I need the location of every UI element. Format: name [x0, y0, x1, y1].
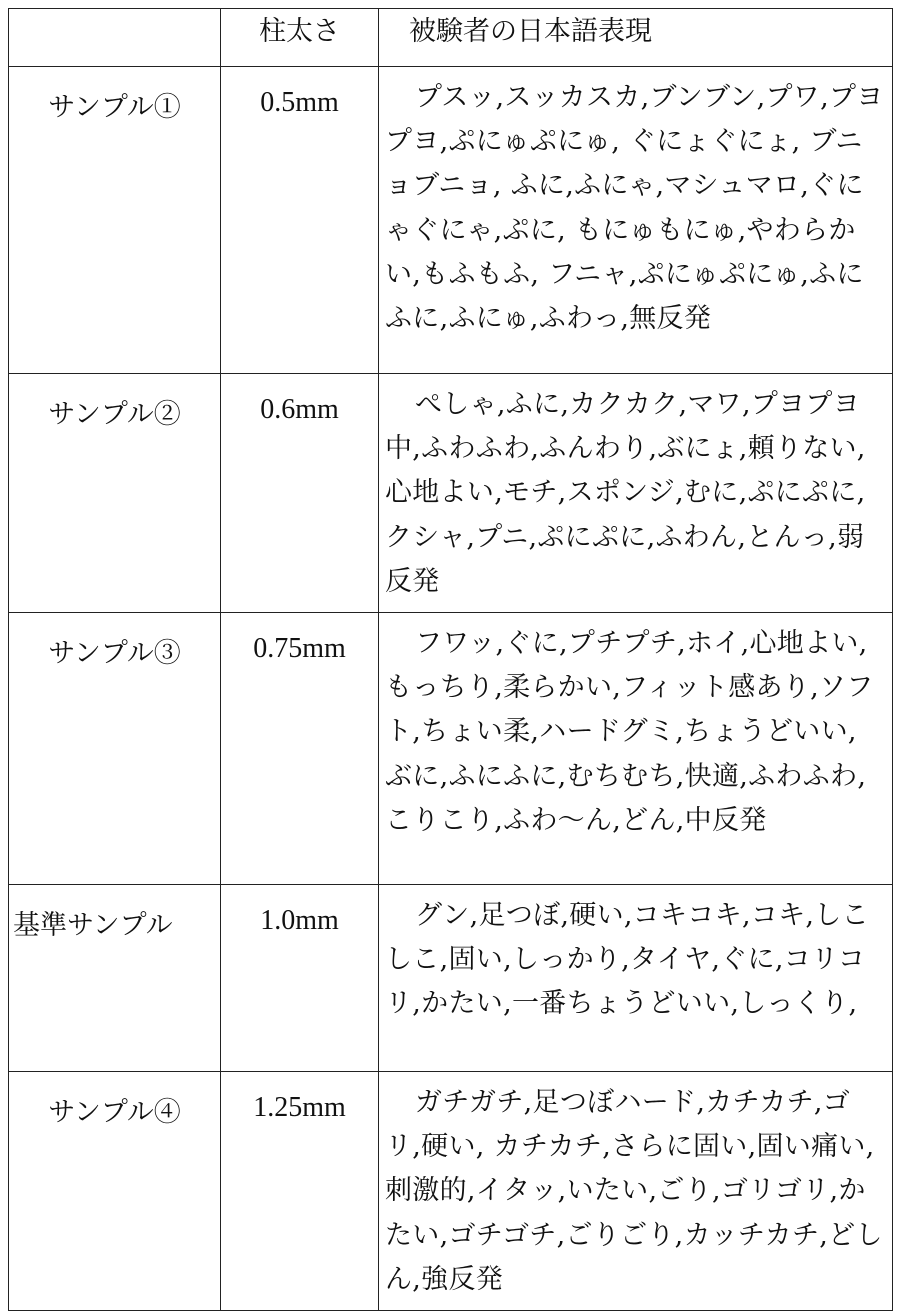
sample-name: サンプル②: [9, 374, 221, 613]
japanese-expressions: フワッ,ぐに,プチプチ,ホイ,心地よい,もっちり,柔らかい,フィット感あり,ソフト,ちょい柔,ハードグミ,ちょうどいい,ぶに,ふにふに,むちむち,快適,ふわふわ,こりこり,ふわ〜ん,どん,中反発: [379, 613, 893, 885]
table-row: [9, 1072, 893, 1311]
header-thickness: 柱太さ: [221, 9, 379, 67]
table-row: [9, 885, 893, 1072]
japanese-expressions: プスッ,スッカスカ,ブンブン,プワ,プヨプヨ,ぷにゅぷにゅ, ぐにょぐにょ, ブニョブニョ, ふに,ふにゃ,マシュマロ,ぐにゃぐにゃ,ぷに, もにゅもにゅ,やわらかい,もふもふ, フニャ,ぷにゅぷにゅ,ふにふに,ふにゅ,ふわっ,無反発: [379, 67, 893, 374]
table-row: [9, 613, 893, 885]
japanese-expressions: グン,足つぼ,硬い,コキコキ,コキ,しこしこ,固い,しっかり,タイヤ,ぐに,コリコリ,かたい,一番ちょうどいい,しっくり,: [379, 885, 893, 1072]
table-row: [9, 67, 893, 374]
table-row: [9, 374, 893, 613]
pillar-thickness: 0.5mm: [221, 67, 379, 374]
sample-name: サンプル④: [9, 1072, 221, 1311]
japanese-expressions: ぺしゃ,ふに,カクカク,マワ,プヨプヨ中,ふわふわ,ふんわり,ぶにょ,頼りない,心地よい,モチ,スポンジ,むに,ぷにぷに,クシャ,プニ,ぷにぷに,ふわん,とんっ,弱反発: [379, 374, 893, 613]
header-sample: [9, 9, 221, 67]
pillar-thickness: 1.25mm: [221, 1072, 379, 1311]
header-expression: 被験者の日本語表現: [379, 9, 893, 67]
pillar-thickness: 1.0mm: [221, 885, 379, 1072]
pillar-thickness: 0.75mm: [221, 613, 379, 885]
sample-expression-table: [8, 8, 893, 1311]
sample-name: 基準サンプル: [9, 885, 221, 1072]
pillar-thickness: 0.6mm: [221, 374, 379, 613]
sample-name: サンプル③: [9, 613, 221, 885]
sample-name: サンプル①: [9, 67, 221, 374]
header-row: [9, 9, 893, 67]
japanese-expressions: ガチガチ,足つぼハード,カチカチ,ゴリ,硬い, カチカチ,さらに固い,固い痛い,刺激的,イタッ,いたい,ごり,ゴリゴリ,かたい,ゴチゴチ,ごりごり,カッチカチ,どしん,強反発: [379, 1072, 893, 1311]
